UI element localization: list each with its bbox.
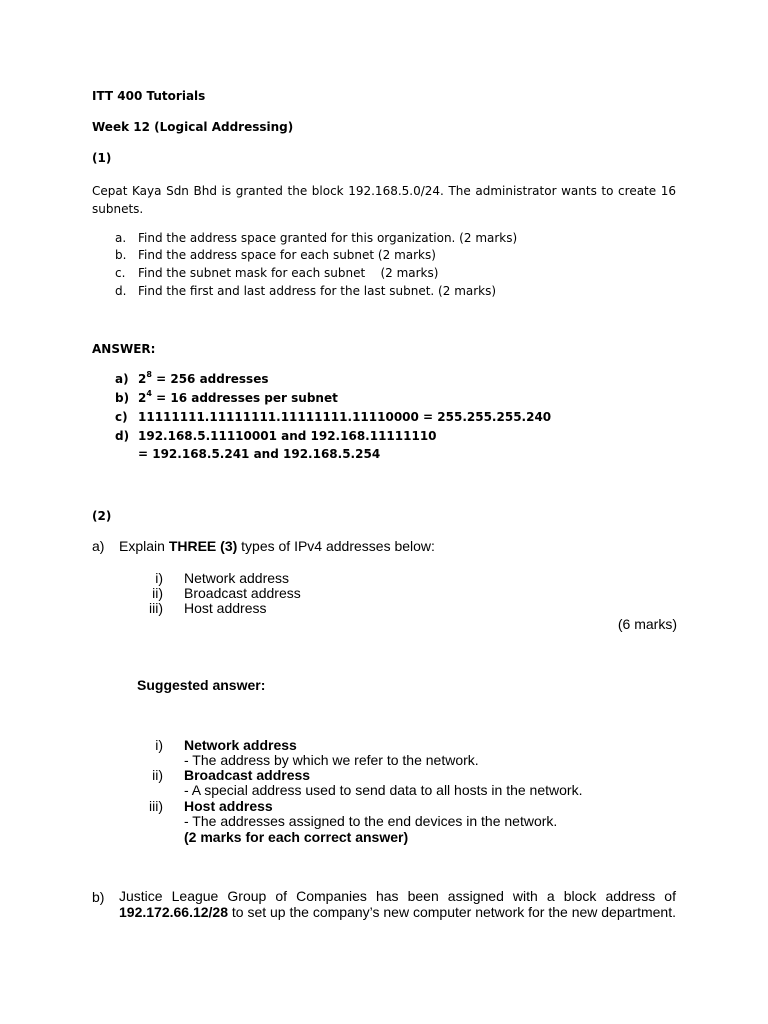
answer-text xyxy=(138,391,338,405)
q2a-marker: a) xyxy=(92,538,105,554)
answer-rest: = 16 addresses per subnet xyxy=(151,391,338,405)
answer-base: 2 xyxy=(138,391,147,405)
suggested-answer-heading: Suggested answer: xyxy=(137,677,266,693)
answer-exponent: 4 xyxy=(146,389,152,398)
q1-item-marker: c. xyxy=(115,266,126,280)
answer-marker: a) xyxy=(115,372,129,386)
answer-exponent: 8 xyxy=(146,370,152,379)
suggested-term: Network address xyxy=(184,737,297,753)
suggested-marker: ii) xyxy=(152,767,163,783)
answer-base: 2 xyxy=(138,372,147,386)
answer-marker: d) xyxy=(115,429,130,443)
suggested-marker: i) xyxy=(155,737,163,753)
question-2-number: (2) xyxy=(92,509,112,523)
suggested-description: - A special address used to send data to all hosts in the network. xyxy=(184,782,583,798)
q1-item-text: Find the address space granted for this organization. (2 marks) xyxy=(138,231,518,245)
answer-text: 192.168.5.11110001 and 192.168.11111110 xyxy=(138,429,437,443)
answer-heading: ANSWER: xyxy=(92,342,156,356)
q2-list-marker: ii) xyxy=(152,585,163,601)
q2b-marker: b) xyxy=(92,889,105,905)
answer-marker: c) xyxy=(115,410,128,424)
answer-continuation: = 192.168.5.241 and 192.168.5.254 xyxy=(138,447,381,461)
marks-note: (2 marks for each correct answer) xyxy=(184,829,409,845)
q2b-pre: Justice League Group of Companies has been assigned with a block address of xyxy=(119,888,676,904)
q2b-post: to set up the company’s new computer network for the new department. xyxy=(228,903,676,920)
q2b-text xyxy=(119,889,676,920)
q2a-pre: Explain xyxy=(119,538,169,554)
q2-list-marker: i) xyxy=(155,570,163,586)
q2b-block-address: 192.172.66.12/28 xyxy=(119,903,228,920)
q1-item-text: Find the subnet mask for each subnet (2 marks) xyxy=(138,266,439,280)
q1-item-text: Find the first and last address for the last subnet. (2 marks) xyxy=(138,284,497,298)
answer-marker: b) xyxy=(115,391,130,405)
question-1-intro: Cepat Kaya Sdn Bhd is granted the block 192.168.5.0/24. The administrator wants to create 16 subnets. xyxy=(92,184,676,216)
question-1-number: (1) xyxy=(92,151,112,165)
suggested-marker: iii) xyxy=(149,798,163,814)
suggested-term: Broadcast address xyxy=(184,767,311,783)
q2-list-text: Host address xyxy=(184,600,267,616)
q2a-text xyxy=(119,538,435,554)
suggested-description: - The address by which we refer to the network. xyxy=(184,752,479,768)
q1-item-marker: b. xyxy=(115,248,127,262)
q2-list-text: Network address xyxy=(184,570,290,586)
answer-text: 11111111.11111111.11111111.11110000 = 255.255.255.240 xyxy=(138,410,552,424)
answer-rest: = 256 addresses xyxy=(151,372,269,386)
week-heading: Week 12 (Logical Addressing) xyxy=(92,120,294,134)
q2a-emphasis: THREE (3) xyxy=(168,538,238,554)
q2a-marks: (6 marks) xyxy=(617,616,677,632)
q1-item-marker: d. xyxy=(115,284,127,298)
q2-list-marker: iii) xyxy=(149,600,163,616)
suggested-description: - The addresses assigned to the end devices in the network. xyxy=(184,813,558,829)
q1-item-marker: a. xyxy=(115,231,127,245)
answer-text xyxy=(138,372,268,386)
suggested-term: Host address xyxy=(184,798,273,814)
q2-list-text: Broadcast address xyxy=(184,585,301,601)
q1-item-text: Find the address space for each subnet (2 marks) xyxy=(138,248,436,262)
q2a-post: types of IPv4 addresses below: xyxy=(237,538,435,554)
document-title: ITT 400 Tutorials xyxy=(92,89,206,103)
